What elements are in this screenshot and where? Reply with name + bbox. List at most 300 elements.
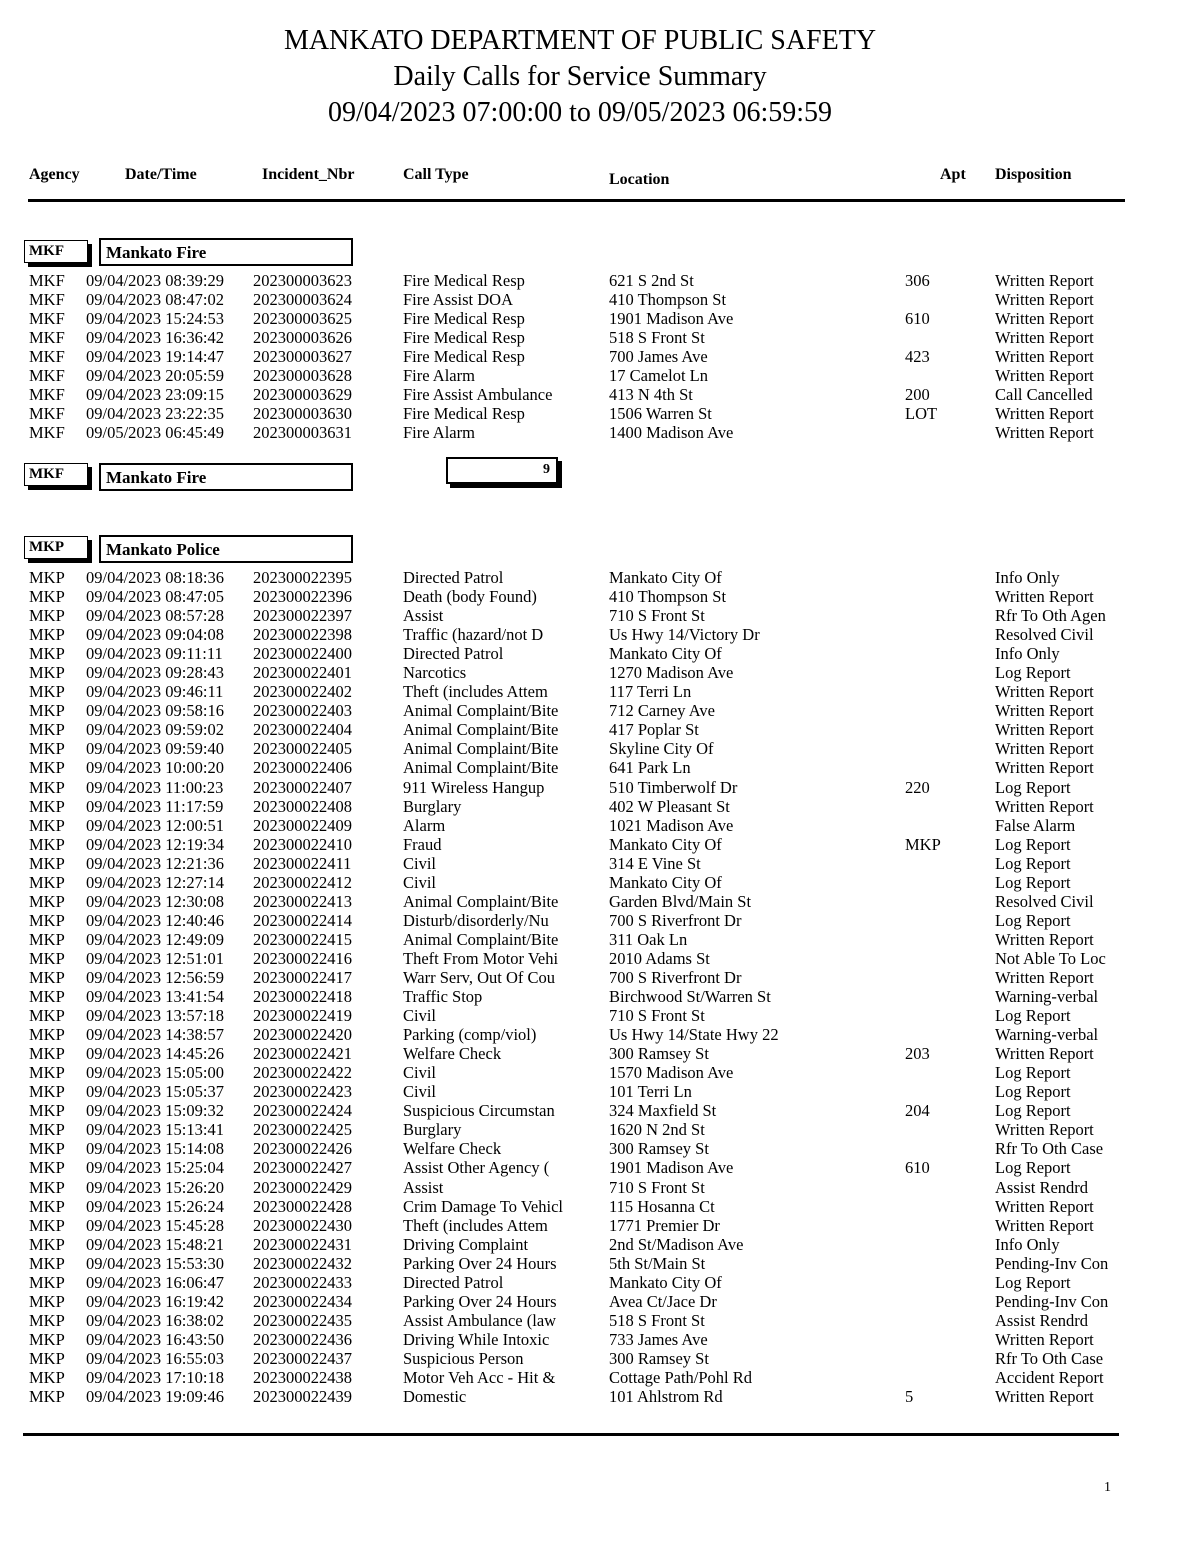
cell-call-type: Parking (comp/viol) <box>403 1025 537 1045</box>
cell-call-type: 911 Wireless Hangup <box>403 777 545 797</box>
cell-location: Us Hwy 14/Victory Dr <box>609 625 760 645</box>
cell-call-type: Narcotics <box>403 663 467 683</box>
cell-disposition: Written Report <box>995 309 1094 329</box>
cell-incident: 202300003626 <box>253 328 352 348</box>
table-row <box>0 1254 1200 1273</box>
cell-call-type: Fire Alarm <box>403 423 475 443</box>
cell-location: 413 N 4th St <box>609 385 693 405</box>
cell-incident: 202300022433 <box>253 1272 352 1292</box>
cell-incident: 202300003630 <box>253 404 352 424</box>
cell-apt: LOT <box>905 404 938 424</box>
cell-datetime: 09/04/2023 15:05:00 <box>86 1063 224 1083</box>
cell-location: 101 Ahlstrom Rd <box>609 1387 723 1407</box>
cell-location: 410 Thompson St <box>609 290 727 310</box>
cell-incident: 202300022432 <box>253 1253 352 1273</box>
cell-disposition: Call Cancelled <box>995 385 1093 405</box>
table-row <box>0 854 1200 873</box>
cell-datetime: 09/04/2023 14:38:57 <box>86 1025 224 1045</box>
cell-datetime: 09/04/2023 15:26:20 <box>86 1177 224 1197</box>
cell-disposition: Log Report <box>995 1063 1071 1083</box>
cell-datetime: 09/04/2023 16:06:47 <box>86 1272 224 1292</box>
cell-agency: MKF <box>29 271 65 290</box>
cell-agency: MKP <box>29 682 65 702</box>
cell-agency: MKP <box>29 987 65 1007</box>
cell-location: Avea Ct/Jace Dr <box>609 1291 717 1311</box>
cell-location: 300 Ramsey St <box>609 1044 709 1064</box>
cell-location: 2nd St/Madison Ave <box>609 1234 744 1254</box>
cell-agency: MKP <box>29 1082 65 1102</box>
report-date-range: 09/04/2023 07:00:00 to 09/05/2023 06:59:59 <box>327 97 832 128</box>
cell-datetime: 09/04/2023 17:10:18 <box>86 1367 224 1387</box>
cell-disposition: Log Report <box>995 1082 1071 1102</box>
cell-disposition: Written Report <box>995 929 1094 949</box>
cell-incident: 202300022428 <box>253 1196 352 1216</box>
cell-apt: 200 <box>905 385 930 405</box>
cell-apt: 610 <box>905 309 930 329</box>
cell-datetime: 09/04/2023 11:00:23 <box>86 777 224 797</box>
cell-datetime: 09/04/2023 09:28:43 <box>86 663 224 683</box>
cell-apt: MKP <box>905 834 941 854</box>
cell-agency: MKP <box>29 872 65 892</box>
cell-call-type: Fire Medical Resp <box>403 271 525 290</box>
cell-incident: 202300022429 <box>253 1177 352 1197</box>
cell-disposition: Assist Rendrd <box>995 1177 1089 1197</box>
cell-call-type: Crim Damage To Vehicl <box>403 1196 563 1216</box>
cell-datetime: 09/04/2023 12:51:01 <box>86 948 224 968</box>
cell-agency: MKP <box>29 891 65 911</box>
cell-call-type: Animal Complaint/Bite <box>403 929 559 949</box>
header-divider <box>28 199 1125 202</box>
cell-incident: 202300022411 <box>253 853 352 873</box>
cell-incident: 202300022430 <box>253 1215 352 1235</box>
cell-datetime: 09/04/2023 12:40:46 <box>86 910 224 930</box>
cell-agency: MKP <box>29 1387 65 1407</box>
table-row <box>0 987 1200 1006</box>
cell-call-type: Fire Alarm <box>403 366 475 386</box>
cell-location: 402 W Pleasant St <box>609 796 730 816</box>
cell-apt: 203 <box>905 1044 930 1064</box>
cell-apt: 5 <box>905 1387 914 1407</box>
table-row <box>0 1178 1200 1197</box>
cell-location: 1771 Premier Dr <box>609 1215 720 1235</box>
cell-agency: MKP <box>29 568 65 587</box>
cell-location: 311 Oak Ln <box>609 929 688 949</box>
cell-disposition: Written Report <box>995 758 1094 778</box>
cell-datetime: 09/04/2023 10:00:20 <box>86 758 224 778</box>
cell-datetime: 09/04/2023 15:25:04 <box>86 1158 224 1178</box>
cell-location: 700 S Riverfront Dr <box>609 910 742 930</box>
table-row <box>0 1330 1200 1349</box>
cell-incident: 202300003628 <box>253 366 352 386</box>
cell-datetime: 09/04/2023 15:09:32 <box>86 1101 224 1121</box>
cell-datetime: 09/04/2023 23:22:35 <box>86 404 224 424</box>
cell-agency: MKP <box>29 1101 65 1121</box>
cell-agency: MKF <box>29 404 65 424</box>
table-row <box>0 968 1200 987</box>
cell-agency: MKP <box>29 1044 65 1064</box>
table-row <box>0 1082 1200 1101</box>
cell-datetime: 09/04/2023 16:19:42 <box>86 1291 224 1311</box>
cell-datetime: 09/04/2023 08:47:05 <box>86 587 224 607</box>
cell-location: 300 Ramsey St <box>609 1139 709 1159</box>
cell-datetime: 09/04/2023 12:56:59 <box>86 967 224 987</box>
cell-incident: 202300022438 <box>253 1367 352 1387</box>
cell-location: 1620 N 2nd St <box>609 1120 705 1140</box>
cell-datetime: 09/04/2023 15:13:41 <box>86 1120 224 1140</box>
cell-call-type: Animal Complaint/Bite <box>403 758 559 778</box>
cell-location: Skyline City Of <box>609 739 714 759</box>
cell-call-type: Civil <box>403 1006 437 1026</box>
cell-location: 510 Timberwolf Dr <box>609 777 738 797</box>
cell-disposition: Warning-verbal <box>995 987 1099 1007</box>
cell-call-type: Parking Over 24 Hours <box>403 1253 557 1273</box>
cell-agency: MKP <box>29 1025 65 1045</box>
cell-incident: 202300022435 <box>253 1310 352 1330</box>
cell-incident: 202300022404 <box>253 720 352 740</box>
cell-incident: 202300022400 <box>253 644 352 664</box>
cell-call-type: Suspicious Circumstan <box>403 1101 555 1121</box>
cell-disposition: False Alarm <box>995 815 1076 835</box>
cell-datetime: 09/04/2023 13:41:54 <box>86 987 224 1007</box>
cell-call-type: Driving Complaint <box>403 1234 529 1254</box>
cell-call-type: Animal Complaint/Bite <box>403 701 559 721</box>
cell-agency: MKP <box>29 625 65 645</box>
cell-location: 17 Camelot Ln <box>609 366 708 386</box>
cell-incident: 202300022413 <box>253 891 352 911</box>
cell-call-type: Animal Complaint/Bite <box>403 739 559 759</box>
cell-agency: MKP <box>29 967 65 987</box>
cell-agency: MKP <box>29 1177 65 1197</box>
cell-disposition: Written Report <box>995 328 1094 348</box>
cell-call-type: Parking Over 24 Hours <box>403 1291 557 1311</box>
cell-incident: 202300022403 <box>253 701 352 721</box>
cell-agency: MKP <box>29 1120 65 1140</box>
fire-agency-code: MKF <box>24 240 88 263</box>
cell-call-type: Warr Serv, Out Of Cou <box>403 967 556 987</box>
table-row <box>0 366 1200 385</box>
cell-datetime: 09/04/2023 23:09:15 <box>86 385 224 405</box>
cell-agency: MKP <box>29 910 65 930</box>
table-row <box>0 1273 1200 1292</box>
cell-call-type: Animal Complaint/Bite <box>403 720 559 740</box>
cell-disposition: Pending-Inv Con <box>995 1291 1109 1311</box>
table-row <box>0 290 1200 309</box>
cell-disposition: Log Report <box>995 1006 1071 1026</box>
cell-agency: MKF <box>29 423 65 443</box>
cell-disposition: Written Report <box>995 701 1094 721</box>
cell-disposition: Written Report <box>995 1215 1094 1235</box>
column-header-call-type: Call Type <box>403 166 469 183</box>
cell-disposition: Written Report <box>995 423 1094 443</box>
fire-agency-name: Mankato Fire <box>99 238 353 266</box>
cell-disposition: Written Report <box>995 587 1094 607</box>
cell-incident: 202300022424 <box>253 1101 352 1121</box>
table-row <box>0 701 1200 720</box>
cell-call-type: Driving While Intoxic <box>403 1329 550 1349</box>
cell-call-type: Death (body Found) <box>403 587 537 607</box>
column-header-agency: Agency <box>29 166 80 183</box>
cell-disposition: Pending-Inv Con <box>995 1253 1109 1273</box>
cell-agency: MKP <box>29 739 65 759</box>
cell-incident: 202300022426 <box>253 1139 352 1159</box>
cell-location: 1901 Madison Ave <box>609 309 734 329</box>
cell-datetime: 09/04/2023 09:58:16 <box>86 701 224 721</box>
cell-agency: MKP <box>29 1139 65 1159</box>
cell-agency: MKP <box>29 777 65 797</box>
cell-call-type: Fraud <box>403 834 442 854</box>
cell-incident: 202300022412 <box>253 872 352 892</box>
cell-call-type: Animal Complaint/Bite <box>403 891 559 911</box>
cell-agency: MKP <box>29 948 65 968</box>
cell-disposition: Rfr To Oth Case <box>995 1139 1104 1159</box>
table-row <box>0 1368 1200 1387</box>
cell-disposition: Resolved Civil <box>995 891 1094 911</box>
column-header-incident: Incident_Nbr <box>262 166 355 183</box>
cell-disposition: Info Only <box>995 644 1060 664</box>
cell-location: 710 S Front St <box>609 1006 705 1026</box>
table-row <box>0 625 1200 644</box>
cell-disposition: Log Report <box>995 1272 1071 1292</box>
table-row <box>0 1216 1200 1235</box>
cell-datetime: 09/04/2023 08:39:29 <box>86 271 224 290</box>
cell-location: 314 E Vine St <box>609 853 701 873</box>
cell-incident: 202300022406 <box>253 758 352 778</box>
cell-agency: MKP <box>29 1272 65 1292</box>
table-row <box>0 892 1200 911</box>
cell-disposition: Log Report <box>995 1101 1071 1121</box>
cell-call-type: Fire Medical Resp <box>403 328 525 348</box>
cell-incident: 202300022416 <box>253 948 352 968</box>
cell-location: 1270 Madison Ave <box>609 663 734 683</box>
cell-datetime: 09/04/2023 16:38:02 <box>86 1310 224 1330</box>
cell-disposition: Written Report <box>995 1196 1094 1216</box>
cell-location: Us Hwy 14/State Hwy 22 <box>609 1025 779 1045</box>
cell-disposition: Rfr To Oth Case <box>995 1348 1104 1368</box>
cell-call-type: Assist <box>403 1177 444 1197</box>
table-row <box>0 797 1200 816</box>
cell-agency: MKP <box>29 929 65 949</box>
cell-location: 1506 Warren St <box>609 404 712 424</box>
cell-datetime: 09/04/2023 15:24:53 <box>86 309 224 329</box>
column-header-disposition: Disposition <box>995 166 1072 183</box>
cell-agency: MKP <box>29 1253 65 1273</box>
cell-call-type: Theft (includes Attem <box>403 682 548 702</box>
cell-apt: 204 <box>905 1101 930 1121</box>
cell-location: 621 S 2nd St <box>609 271 694 290</box>
cell-location: Birchwood St/Warren St <box>609 987 771 1007</box>
cell-agency: MKF <box>29 385 65 405</box>
cell-datetime: 09/04/2023 16:43:50 <box>86 1329 224 1349</box>
cell-disposition: Written Report <box>995 366 1094 386</box>
cell-call-type: Traffic Stop <box>403 987 483 1007</box>
cell-location: 518 S Front St <box>609 1310 705 1330</box>
cell-call-type: Directed Patrol <box>403 1272 504 1292</box>
cell-agency: MKP <box>29 644 65 664</box>
cell-datetime: 09/04/2023 16:55:03 <box>86 1348 224 1368</box>
table-row <box>0 1197 1200 1216</box>
cell-call-type: Civil <box>403 1082 437 1102</box>
cell-datetime: 09/04/2023 16:36:42 <box>86 328 224 348</box>
cell-incident: 202300022410 <box>253 834 352 854</box>
cell-location: Cottage Path/Pohl Rd <box>609 1367 753 1387</box>
cell-location: 115 Hosanna Ct <box>609 1196 715 1216</box>
cell-incident: 202300022396 <box>253 587 352 607</box>
cell-location: 417 Poplar St <box>609 720 699 740</box>
cell-datetime: 09/04/2023 12:49:09 <box>86 929 224 949</box>
report-subtitle: Daily Calls for Service Summary <box>393 61 767 92</box>
cell-agency: MKP <box>29 1196 65 1216</box>
cell-call-type: Assist Ambulance (law <box>403 1310 557 1330</box>
table-row <box>0 1006 1200 1025</box>
cell-location: 641 Park Ln <box>609 758 691 778</box>
cell-incident: 202300022437 <box>253 1348 352 1368</box>
table-row <box>0 1120 1200 1139</box>
cell-datetime: 09/04/2023 19:09:46 <box>86 1387 224 1407</box>
cell-disposition: Log Report <box>995 1158 1071 1178</box>
table-row <box>0 682 1200 701</box>
table-row <box>0 328 1200 347</box>
cell-disposition: Written Report <box>995 404 1094 424</box>
table-row <box>0 568 1200 587</box>
cell-datetime: 09/04/2023 14:45:26 <box>86 1044 224 1064</box>
cell-incident: 202300003629 <box>253 385 352 405</box>
cell-agency: MKP <box>29 1291 65 1311</box>
cell-agency: MKP <box>29 1367 65 1387</box>
cell-call-type: Civil <box>403 1063 437 1083</box>
cell-call-type: Fire Assist DOA <box>403 290 514 310</box>
cell-location: Mankato City Of <box>609 568 722 587</box>
cell-call-type: Assist Other Agency ( <box>403 1158 550 1178</box>
cell-disposition: Log Report <box>995 663 1071 683</box>
cell-disposition: Written Report <box>995 739 1094 759</box>
cell-incident: 202300003631 <box>253 423 352 443</box>
fire-call-count: 9 <box>446 457 558 484</box>
cell-location: 324 Maxfield St <box>609 1101 717 1121</box>
cell-incident: 202300022417 <box>253 967 352 987</box>
cell-datetime: 09/04/2023 08:18:36 <box>86 568 224 587</box>
cell-call-type: Theft (includes Attem <box>403 1215 548 1235</box>
table-row <box>0 1349 1200 1368</box>
cell-datetime: 09/04/2023 15:14:08 <box>86 1139 224 1159</box>
police-agency-code: MKP <box>24 536 88 559</box>
cell-disposition: Written Report <box>995 1044 1094 1064</box>
cell-disposition: Warning-verbal <box>995 1025 1099 1045</box>
cell-location: 710 S Front St <box>609 606 705 626</box>
cell-disposition: Assist Rendrd <box>995 1310 1089 1330</box>
cell-agency: MKP <box>29 815 65 835</box>
cell-incident: 202300003623 <box>253 271 352 290</box>
cell-disposition: Rfr To Oth Agen <box>995 606 1106 626</box>
footer-divider <box>23 1433 1119 1436</box>
cell-incident: 202300022415 <box>253 929 352 949</box>
cell-datetime: 09/04/2023 08:47:02 <box>86 290 224 310</box>
cell-agency: MKP <box>29 853 65 873</box>
cell-location: 710 S Front St <box>609 1177 705 1197</box>
cell-incident: 202300022421 <box>253 1044 352 1064</box>
report-title: MANKATO DEPARTMENT OF PUBLIC SAFETY <box>283 25 877 56</box>
table-row <box>0 1025 1200 1044</box>
cell-datetime: 09/04/2023 09:59:02 <box>86 720 224 740</box>
cell-call-type: Fire Medical Resp <box>403 309 525 329</box>
cell-disposition: Written Report <box>995 290 1094 310</box>
table-row <box>0 835 1200 854</box>
cell-location: 712 Carney Ave <box>609 701 716 721</box>
cell-call-type: Welfare Check <box>403 1139 502 1159</box>
table-row <box>0 385 1200 404</box>
cell-incident: 202300022434 <box>253 1291 352 1311</box>
cell-incident: 202300022427 <box>253 1158 352 1178</box>
cell-call-type: Fire Medical Resp <box>403 347 525 367</box>
cell-location: Garden Blvd/Main St <box>609 891 752 911</box>
table-row <box>0 404 1200 423</box>
cell-location: 101 Terri Ln <box>609 1082 692 1102</box>
cell-disposition: Log Report <box>995 910 1071 930</box>
cell-incident: 202300003625 <box>253 309 352 329</box>
cell-disposition: Not Able To Loc <box>995 948 1106 968</box>
cell-datetime: 09/04/2023 15:48:21 <box>86 1234 224 1254</box>
cell-datetime: 09/04/2023 12:21:36 <box>86 853 224 873</box>
table-row <box>0 911 1200 930</box>
table-row <box>0 587 1200 606</box>
table-row <box>0 1292 1200 1311</box>
cell-agency: MKF <box>29 309 65 329</box>
table-row <box>0 1139 1200 1158</box>
table-row <box>0 644 1200 663</box>
table-row <box>0 873 1200 892</box>
cell-location: 1021 Madison Ave <box>609 815 734 835</box>
table-row <box>0 1311 1200 1330</box>
table-row <box>0 1063 1200 1082</box>
cell-datetime: 09/04/2023 15:53:30 <box>86 1253 224 1273</box>
cell-disposition: Written Report <box>995 1329 1094 1349</box>
cell-incident: 202300022405 <box>253 739 352 759</box>
cell-disposition: Info Only <box>995 568 1060 587</box>
cell-call-type: Disturb/disorderly/Nu <box>403 910 549 930</box>
cell-datetime: 09/04/2023 15:05:37 <box>86 1082 224 1102</box>
table-row <box>0 423 1200 442</box>
cell-call-type: Burglary <box>403 796 462 816</box>
cell-call-type: Alarm <box>403 815 446 835</box>
cell-apt: 610 <box>905 1158 930 1178</box>
cell-incident: 202300003624 <box>253 290 352 310</box>
cell-disposition: Written Report <box>995 796 1094 816</box>
cell-agency: MKP <box>29 1329 65 1349</box>
cell-agency: MKP <box>29 1006 65 1026</box>
cell-apt: 423 <box>905 347 930 367</box>
cell-datetime: 09/04/2023 12:19:34 <box>86 834 224 854</box>
cell-incident: 202300022422 <box>253 1063 352 1083</box>
cell-apt: 306 <box>905 271 930 290</box>
cell-incident: 202300022418 <box>253 987 352 1007</box>
cell-datetime: 09/04/2023 12:00:51 <box>86 815 224 835</box>
cell-agency: MKP <box>29 701 65 721</box>
cell-agency: MKP <box>29 1234 65 1254</box>
cell-datetime: 09/04/2023 15:45:28 <box>86 1215 224 1235</box>
cell-location: 1400 Madison Ave <box>609 423 734 443</box>
cell-incident: 202300022423 <box>253 1082 352 1102</box>
cell-incident: 202300022408 <box>253 796 352 816</box>
police-call-list <box>0 568 1200 1406</box>
cell-call-type: Fire Medical Resp <box>403 404 525 424</box>
cell-incident: 202300022419 <box>253 1006 352 1026</box>
cell-disposition: Written Report <box>995 347 1094 367</box>
cell-agency: MKP <box>29 606 65 626</box>
cell-location: 700 S Riverfront Dr <box>609 967 742 987</box>
cell-call-type: Motor Veh Acc - Hit & <box>403 1367 556 1387</box>
page-number: 1 <box>1104 1480 1111 1495</box>
cell-incident: 202300022425 <box>253 1120 352 1140</box>
cell-agency: MKP <box>29 1063 65 1083</box>
